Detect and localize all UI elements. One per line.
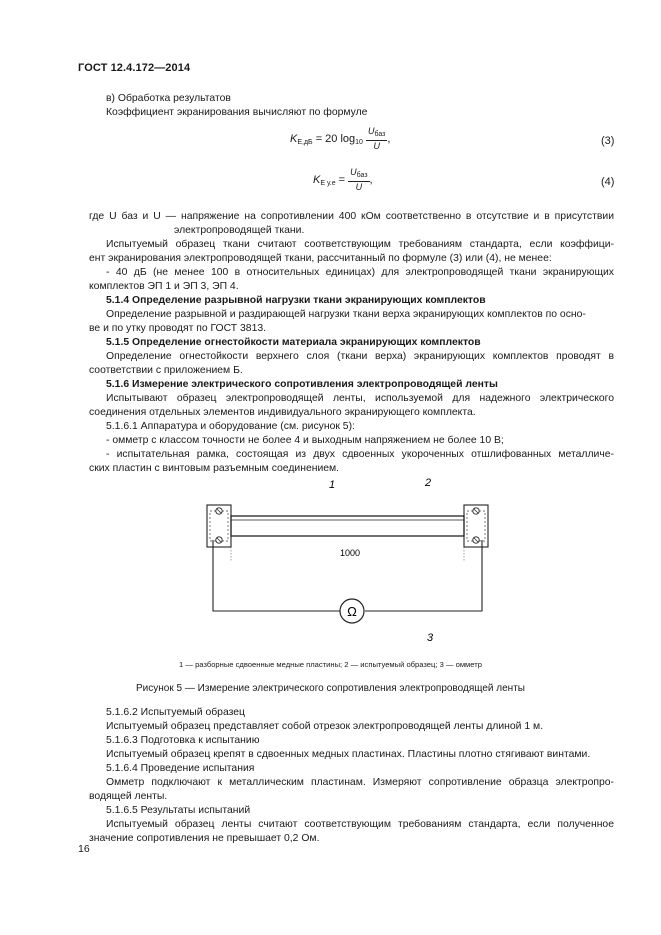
- section-514-line-2: ве и по утку проводят по ГОСТ 3813.: [89, 323, 267, 334]
- section-5161-title: 5.1.6.1 Аппаратура и оборудование (см. рисунок 5):: [106, 421, 355, 432]
- section-515-line-2: соответствии с приложением Б.: [89, 365, 243, 376]
- formula-3-eq: = 20 log: [315, 132, 356, 145]
- conductive-tape: [231, 516, 464, 536]
- figure-label-2: 2: [425, 477, 432, 489]
- wire-right: [365, 540, 482, 611]
- section-5164-line-1: Омметр подключают к металлическим пластинам. Измеряют сопротивление образца электропро-: [106, 777, 614, 788]
- section-5161-item-2: - испытательная рамка, состоящая из двух сдвоенных укороченных отшлифованных металличе-: [106, 449, 614, 460]
- figure-label-1: 1: [329, 479, 336, 491]
- formula-3-tail: ,: [387, 132, 391, 145]
- formula-4-tail: ,: [369, 173, 373, 186]
- para1-line-4: комплектов ЭП 1 и ЭП 3, ЭП 4.: [89, 281, 239, 292]
- section-5162-line-1: Испытуемый образец представляет собой отрезок электропроводящей ленты длиной 1 м.: [106, 721, 544, 732]
- document-header: ГОСТ 12.4.172—2014: [78, 62, 191, 74]
- formula-3: [290, 126, 390, 152]
- section-515-title: 5.1.5 Определение огнестойкости материала экранирующих комплектов: [106, 337, 481, 348]
- formula-intro: Коэффициент экранирования вычисляют по формуле: [106, 107, 368, 118]
- formula-3-log-sub: 10: [355, 138, 363, 146]
- formula-4-fraction: [348, 167, 369, 193]
- section-514-line-1: Определение разрывной и раздирающей нагрузки ткани верха экранирующих комплектов по осно-: [106, 309, 586, 320]
- section-5161-item-2-cont: ских пластин с винтовым разъемным соединением.: [89, 463, 340, 474]
- section-5164-title: 5.1.6.4 Проведение испытания: [106, 763, 255, 774]
- section-5161-item-1: - омметр с классом точности не более 4 и выходным напряжением не более 10 В;: [106, 435, 504, 446]
- ohm-symbol: Ω: [347, 604, 357, 619]
- where-line-2: электропроводящей ткани.: [174, 225, 305, 236]
- section-5163-line-1: Испытуемый образец крепят в сдвоенных медных пластинах. Пластины плотно стягивают винтами.: [106, 749, 591, 760]
- section-5162-title: 5.1.6.2 Испытуемый образец: [106, 707, 246, 718]
- formula-4-lhs: K: [313, 173, 321, 186]
- formula-3-num-sub: баз: [374, 131, 386, 138]
- page-number: 16: [78, 843, 90, 855]
- formula-4: [313, 167, 373, 193]
- para1-line-3: - 40 дБ (не менее 100 в относительных единицах) для электропроводящей ткани экранирующих: [106, 267, 614, 278]
- formula-3-den: U: [373, 141, 380, 151]
- section-516-line-2: соединения отдельных элементов индивидуального экранирующего комплекта.: [89, 407, 476, 418]
- section-516-title: 5.1.6 Измерение электрического сопротивления электропроводящей ленты: [106, 379, 498, 390]
- section-5165-line-2: значение сопротивления не превышает 0,2 Ом.: [89, 833, 320, 844]
- results-subheading: в) Обработка результатов: [106, 93, 231, 104]
- section-514-title: 5.1.4 Определение разрывной нагрузки ткани экранирующих комплектов: [106, 295, 486, 306]
- formula-3-lhs-sub: Е,дБ: [297, 138, 313, 146]
- formula-3-lhs: K: [290, 132, 298, 145]
- formula-4-eq: =: [338, 173, 346, 186]
- formula-3-num: U: [368, 126, 375, 136]
- formula-4-den: U: [355, 182, 363, 192]
- where-line-1: где U баз и U — напряжение на сопротивлении 400 кОм соответственно в отсутствие и в присутствии: [89, 211, 614, 222]
- wire-left: [213, 540, 340, 611]
- figure-5-legend: 1 — разборные сдвоенные медные пластины; 2 — испытуемый образец; 3 — омметр: [179, 660, 482, 669]
- formula-3-fraction: [366, 126, 387, 152]
- formula-4-num: U: [350, 167, 357, 177]
- dimension-label: 1000: [339, 548, 361, 558]
- figure-label-3: 3: [427, 632, 434, 644]
- formula-4-num-sub: баз: [356, 172, 368, 179]
- formula-4-number: (4): [601, 176, 615, 188]
- para1-line-1: Испытуемый образец ткани считают соответствующим требованиям стандарта, если коэффици-: [106, 239, 614, 250]
- section-5164-line-2: водящей ленты.: [89, 791, 168, 802]
- figure-5-caption: Рисунок 5 — Измерение электрического сопротивления электропроводящей ленты: [136, 683, 525, 694]
- figure-5-diagram: [0, 470, 661, 660]
- formula-3-number: (3): [601, 135, 615, 147]
- section-515-line-1: Определение огнестойкости верхнего слоя (ткани верха) экранирующих комплектов проводят в: [106, 351, 614, 362]
- para1-line-2: ент экранирования электропроводящей ткани, рассчитанный по формуле (3) или (4), не менее:: [89, 253, 552, 264]
- section-5165-title: 5.1.6.5 Результаты испытаний: [106, 805, 251, 816]
- section-5163-title: 5.1.6.3 Подготовка к испытанию: [106, 735, 260, 746]
- formula-4-lhs-sub: Е у.е: [320, 179, 336, 187]
- section-516-line-1: Испытывают образец электропроводящей ленты, используемой для надежного электрического: [106, 393, 614, 404]
- section-5165-line-1: Испытуемый образец ленты считают соответствующим требованиям стандарта, если полученное: [106, 819, 614, 830]
